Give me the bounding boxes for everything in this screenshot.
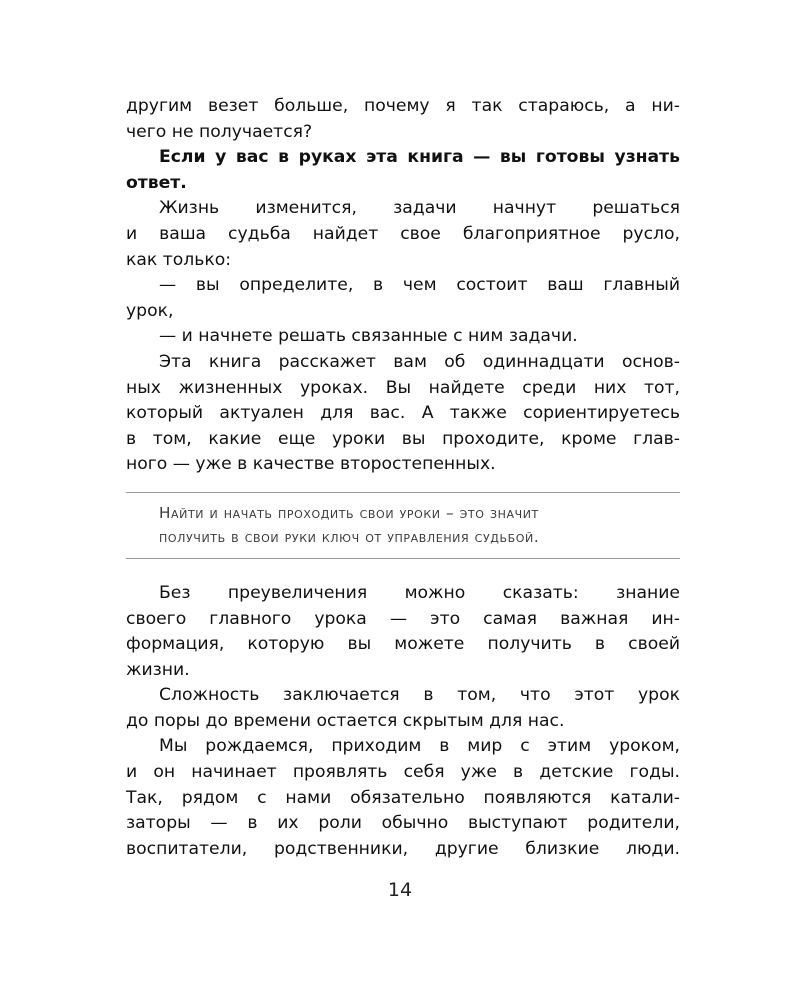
text-line: Без преувеличения можно сказать: знание [159, 582, 680, 603]
text-line: урок, [126, 300, 174, 321]
text-line: ответ. [126, 172, 187, 193]
text-line: ных жизненных уроках. Вы найдете среди них тот, [126, 377, 680, 398]
text-line: другим везет больше, почему я так стараюсь, а ни- [126, 96, 680, 116]
spacer [126, 559, 680, 581]
text-line: Если у вас в руках эта книга — вы готовы узнать [159, 147, 680, 168]
text-line: Жизнь изменится, задачи начнут решаться [159, 198, 680, 219]
text-line: своего главного урока — это самая важная ин- [126, 608, 680, 629]
text-line: — и начнете решать связанные с ним задачи. [159, 326, 578, 347]
text-line: чего не получается? [126, 121, 313, 142]
paragraph-book-overview [126, 350, 680, 478]
text-line: — вы определите, в чем состоит ваш главный [159, 275, 680, 296]
text-line: формация, которую вы можете получить в своей [126, 634, 680, 655]
text-line: Сложность заключается в том, что этот урок [159, 685, 680, 706]
pull-quote [126, 492, 680, 559]
text-line: как только: [126, 249, 232, 270]
text-line: и он начинает проявлять себя уже в детские годы. [126, 762, 680, 783]
text-line: который актуален для вас. А также сориентируетесь [126, 403, 680, 424]
text-line: и ваша судьба найдет свое благоприятное русло, [126, 223, 680, 244]
paragraph-continuation [126, 94, 680, 145]
text-line: жизни. [126, 659, 190, 680]
paragraph-bold-answer [126, 145, 680, 196]
text-line: ного — уже в качестве второстепенных. [126, 454, 496, 475]
text-line: Мы рождаемся, приходим в мир с этим уроком, [159, 736, 680, 757]
paragraph-list-item-2 [126, 324, 680, 350]
pull-quote-line: Найти и начать проходить свои уроки – это значит [159, 503, 539, 522]
text-line: Так, рядом с нами обязательно появляются катали- [126, 787, 680, 808]
page-body [126, 94, 680, 862]
text-line: воспитатели, родственники, другие близкие люди. [126, 838, 680, 859]
paragraph-main-lesson [126, 581, 680, 683]
paragraph-catalysts [126, 734, 680, 862]
paragraph-life-changes [126, 196, 680, 273]
paragraph-difficulty [126, 683, 680, 734]
paragraph-list-item-1 [126, 273, 680, 324]
text-line: Эта книга расскажет вам об одиннадцати основ- [159, 351, 680, 372]
text-line: в том, какие еще уроки вы проходите, кроме глав- [126, 428, 680, 449]
text-line: заторы — в их роли обычно выступают родители, [126, 813, 680, 834]
text-line: до поры до времени остается скрытым для нас. [126, 710, 565, 731]
page-number: 14 [387, 879, 413, 901]
pull-quote-line: получить в свои руки ключ от управления судьбой. [159, 528, 540, 547]
